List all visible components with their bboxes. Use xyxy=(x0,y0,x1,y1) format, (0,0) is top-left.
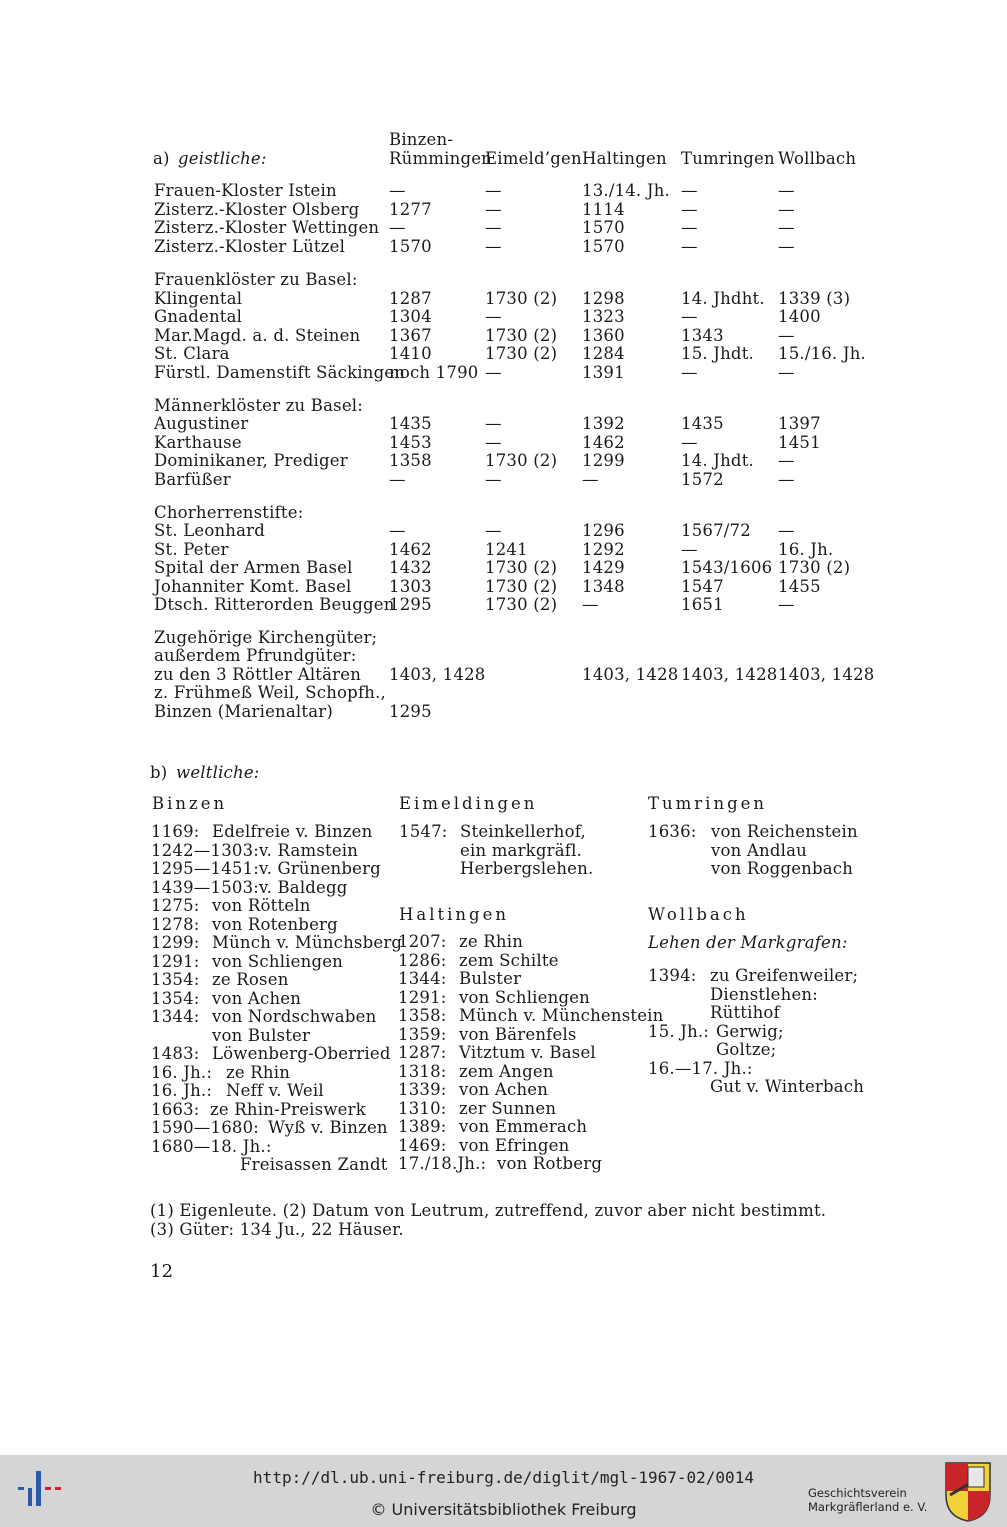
entry-name: von Efringen xyxy=(459,1135,570,1155)
heading-tumringen: Tumringen xyxy=(648,794,768,813)
org-line-1: Geschichtsverein xyxy=(808,1486,907,1500)
entry-date: 1547: xyxy=(399,822,448,841)
table-cell: 16. Jh. xyxy=(778,540,834,559)
col-header-haltingen: Haltingen xyxy=(582,149,667,168)
table-cell: 1400 xyxy=(778,307,821,326)
footer-url[interactable]: http://dl.ub.uni-freiburg.de/diglit/mgl-1967-02/0014 xyxy=(253,1468,754,1487)
table-cell: 1730 (2) xyxy=(485,451,558,470)
col-header-eimeldingen: Eimeld’gen xyxy=(485,149,582,168)
table-cell: 1730 (2) xyxy=(485,326,558,345)
table-cell: — xyxy=(485,237,502,256)
row-label: Zugehörige Kirchengüter; xyxy=(154,628,378,647)
entry-name: Neff v. Weil xyxy=(226,1081,324,1100)
table-cell: 1403, 1428 xyxy=(389,665,486,684)
entry-name: Vitztum v. Basel xyxy=(459,1043,596,1062)
row-label: außerdem Pfrundgüter: xyxy=(154,646,357,665)
table-cell: 1277 xyxy=(389,200,432,219)
entry-date: 1590—1680: xyxy=(151,1118,260,1137)
entry-name: Gerwig; xyxy=(716,1021,784,1041)
section-b-label: b) xyxy=(150,763,168,782)
table-cell: 1730 (2) xyxy=(485,595,558,614)
row-label: Frauenklöster zu Basel: xyxy=(154,270,358,289)
row-label: Dominikaner, Prediger xyxy=(154,451,348,470)
entry-name: von Rötteln xyxy=(212,896,311,915)
entry-date: 1318: xyxy=(398,1061,447,1081)
table-cell: — xyxy=(778,521,795,540)
table-cell: 1298 xyxy=(582,289,625,308)
entry-name: Wyß v. Binzen xyxy=(268,1118,388,1137)
table-cell: — xyxy=(681,540,698,559)
row-label: Binzen (Marienaltar) xyxy=(154,702,333,721)
entry-name: von Rotberg xyxy=(497,1154,603,1173)
table-cell: — xyxy=(778,181,795,200)
table-cell: 1392 xyxy=(582,414,625,433)
table-cell: 1360 xyxy=(582,326,625,345)
table-cell: — xyxy=(485,200,502,219)
entry-date: 1207: xyxy=(398,932,447,951)
entry-date: 1469: xyxy=(398,1135,447,1155)
entry-name: Rüttihof xyxy=(710,1003,780,1022)
table-cell: 1730 (2) xyxy=(485,289,558,308)
table-cell: — xyxy=(485,181,502,200)
table-cell: 1547 xyxy=(681,577,724,596)
entry-date: 16. Jh.: xyxy=(151,1062,213,1082)
org-line-2: Markgräflerland e. V. xyxy=(808,1500,928,1514)
entry-name: von Schliengen xyxy=(459,987,590,1007)
entry-date: 1286: xyxy=(398,950,447,970)
table-cell: — xyxy=(681,433,698,452)
table-cell: — xyxy=(778,237,795,256)
table-cell: — xyxy=(389,521,406,540)
table-cell: — xyxy=(778,595,795,614)
table-cell: 1304 xyxy=(389,307,432,326)
row-label: Zisterz.-Kloster Wettingen xyxy=(154,218,380,237)
entry-name: Edelfreie v. Binzen xyxy=(212,822,373,841)
heading-binzen: Binzen xyxy=(152,794,228,813)
col-header-wollbach: Wollbach xyxy=(778,149,857,168)
row-label: Johanniter Komt. Basel xyxy=(154,577,352,596)
table-cell: — xyxy=(778,363,795,382)
row-label: Karthause xyxy=(154,433,242,452)
entry-date: 1287: xyxy=(398,1043,447,1062)
table-cell: — xyxy=(681,307,698,326)
table-cell: 1572 xyxy=(681,470,724,489)
row-label: Fürstl. Damenstift Säckingen xyxy=(154,363,406,382)
col-header-binzen-1: Binzen- xyxy=(389,130,454,149)
row-label: Barfüßer xyxy=(154,470,231,489)
entry-date: 1278: xyxy=(151,914,200,934)
coat-of-arms-icon xyxy=(944,1461,992,1523)
entry-name: von Achen xyxy=(212,988,302,1008)
table-cell: 1299 xyxy=(582,451,625,470)
entry-date: 1339: xyxy=(398,1080,447,1099)
heading-wollbach: Wollbach xyxy=(648,905,749,924)
table-cell: 1348 xyxy=(582,577,625,596)
entry-date: 1310: xyxy=(398,1098,447,1118)
table-cell: — xyxy=(485,218,502,237)
table-cell: 1543/1606 xyxy=(681,558,773,577)
row-label: Gnadental xyxy=(154,307,243,326)
entry-date: 1394: xyxy=(648,966,697,985)
table-cell: 1284 xyxy=(582,344,625,363)
entry-name: von Emmerach xyxy=(459,1117,588,1136)
entry-name: von Rotenberg xyxy=(212,914,338,934)
entry-date: 1291: xyxy=(151,951,200,971)
table-cell: 15. Jhdt. xyxy=(681,344,754,363)
table-cell: 14. Jhdht. xyxy=(681,289,765,308)
entry-name: von Bärenfels xyxy=(459,1024,577,1044)
entry-date: 1358: xyxy=(398,1006,447,1025)
row-label: Augustiner xyxy=(154,414,249,433)
entry-date: 1344: xyxy=(398,969,447,988)
table-cell: 1295 xyxy=(389,595,432,614)
entry-name: Münch v. Münchsberg xyxy=(212,933,403,952)
table-cell: 1651 xyxy=(681,595,724,614)
table-cell: 1403, 1428 xyxy=(681,665,778,684)
row-label: Männerklöster zu Basel: xyxy=(154,396,364,415)
table-cell: — xyxy=(582,595,599,614)
table-cell: — xyxy=(778,200,795,219)
entry-date: 1354: xyxy=(151,988,200,1008)
table-cell: — xyxy=(778,451,795,470)
table-cell: 1570 xyxy=(582,218,625,237)
row-label: Zisterz.-Kloster Olsberg xyxy=(154,200,360,219)
entry-date: 1680—18. Jh.: xyxy=(151,1136,272,1156)
entry-date: 1169: xyxy=(151,822,200,841)
entry-name: Freisassen Zandt xyxy=(240,1155,388,1174)
entry-date: 1291: xyxy=(398,987,447,1007)
table-cell: — xyxy=(681,218,698,237)
table-cell: 1570 xyxy=(389,237,432,256)
row-label: Chorherrenstifte: xyxy=(154,503,304,522)
entry-date: 1439—1503: xyxy=(151,877,260,897)
heading-eimeldingen: Eimeldingen xyxy=(399,794,538,813)
entry-name: v. Grünenberg xyxy=(259,859,381,878)
table-cell: 1567/72 xyxy=(681,521,751,540)
table-cell: 15./16. Jh. xyxy=(778,344,866,363)
entry-name: von Nordschwaben xyxy=(212,1007,377,1026)
table-cell: 1295 xyxy=(389,702,432,721)
table-cell: — xyxy=(389,218,406,237)
entry-name: ze Rosen xyxy=(212,970,289,989)
entry-date: 1344: xyxy=(151,1007,200,1026)
entry-date: 1663: xyxy=(151,1099,200,1119)
table-cell: 1435 xyxy=(681,414,724,433)
table-cell: 1403, 1428 xyxy=(582,665,679,684)
table-cell: 1391 xyxy=(582,363,625,382)
col-header-binzen-2: Rümmingen xyxy=(389,149,492,168)
table-cell: — xyxy=(485,363,502,382)
table-cell: 1287 xyxy=(389,289,432,308)
heading-haltingen: Haltingen xyxy=(399,905,509,924)
table-cell: 1323 xyxy=(582,307,625,326)
entry-date: 16. Jh.: xyxy=(151,1081,213,1100)
entry-name: Steinkellerhof, xyxy=(460,822,586,841)
entry-name: Münch v. Münchenstein xyxy=(459,1006,664,1025)
table-cell: 1241 xyxy=(485,540,528,559)
entry-name: von Bulster xyxy=(212,1025,311,1045)
row-label: zu den 3 Röttler Altären xyxy=(154,665,362,684)
entry-name: v. Ramstein xyxy=(259,840,359,860)
row-label: Frauen-Kloster Istein xyxy=(154,181,337,200)
table-cell: 1451 xyxy=(778,433,821,452)
entry-name: ze Rhin xyxy=(459,932,524,951)
entry-date: 15. Jh.: xyxy=(648,1021,710,1041)
table-cell: 14. Jhdt. xyxy=(681,451,754,470)
entry-name: zer Sunnen xyxy=(459,1098,557,1118)
table-cell: 1343 xyxy=(681,326,724,345)
entry-date: 1636: xyxy=(648,822,697,841)
table-cell: noch 1790 xyxy=(389,363,479,382)
entry-date: 1295—1451: xyxy=(151,859,260,878)
table-cell: — xyxy=(485,521,502,540)
table-cell: 1114 xyxy=(582,200,625,219)
table-cell: — xyxy=(681,237,698,256)
entry-name: von Andlau xyxy=(711,840,807,860)
entry-name: v. Baldegg xyxy=(259,877,348,897)
table-cell: 1296 xyxy=(582,521,625,540)
table-cell: 1730 (2) xyxy=(485,558,558,577)
entry-name: Herbergslehen. xyxy=(460,859,594,878)
row-label: Zisterz.-Kloster Lützel xyxy=(154,237,346,256)
table-cell: 1455 xyxy=(778,577,821,596)
row-label: St. Clara xyxy=(154,344,230,363)
entry-name: ze Rhin-Preiswerk xyxy=(210,1099,366,1119)
col-header-tumringen: Tumringen xyxy=(681,149,775,168)
table-cell: 1462 xyxy=(389,540,432,559)
entry-date: 1359: xyxy=(398,1024,447,1044)
table-cell: — xyxy=(582,470,599,489)
entry-name: zem Schilte xyxy=(459,950,559,970)
footer-org xyxy=(808,1486,927,1514)
table-cell: 1292 xyxy=(582,540,625,559)
footnote-1: (1) Eigenleute. (2) Datum von Leutrum, zutreffend, zuvor aber nicht bestimmt. xyxy=(150,1201,827,1220)
table-cell: — xyxy=(389,470,406,489)
table-cell: — xyxy=(485,433,502,452)
entry-date: 1242—1303: xyxy=(151,840,260,860)
page-number: 12 xyxy=(150,1261,174,1282)
entry-name: ze Rhin xyxy=(226,1062,291,1082)
table-cell: 13./14. Jh. xyxy=(582,181,670,200)
entry-name: Goltze; xyxy=(716,1040,777,1059)
entry-name: von Reichenstein xyxy=(711,822,858,841)
table-cell: — xyxy=(485,307,502,326)
entry-date: 1299: xyxy=(151,933,200,952)
table-cell: 1403, 1428 xyxy=(778,665,875,684)
entry-date: 1354: xyxy=(151,970,200,989)
footnote-2: (3) Güter: 134 Ju., 22 Häuser. xyxy=(150,1220,404,1239)
table-cell: 1303 xyxy=(389,577,432,596)
entry-name: Löwenberg-Oberried xyxy=(212,1044,391,1063)
table-cell: — xyxy=(681,363,698,382)
entry-name: zu Greifenweiler; xyxy=(710,966,859,985)
section-a-label: a) xyxy=(153,149,170,168)
table-cell: — xyxy=(778,470,795,489)
table-cell: 1570 xyxy=(582,237,625,256)
entry-date: 1483: xyxy=(151,1044,200,1063)
table-cell: 1429 xyxy=(582,558,625,577)
table-cell: — xyxy=(485,414,502,433)
table-cell: 1432 xyxy=(389,558,432,577)
table-cell: — xyxy=(681,200,698,219)
table-cell: 1397 xyxy=(778,414,821,433)
table-cell: — xyxy=(389,181,406,200)
row-label: St. Leonhard xyxy=(154,521,266,540)
footer-bar xyxy=(0,1455,1007,1527)
table-cell: 1730 (2) xyxy=(778,558,851,577)
table-cell: — xyxy=(681,181,698,200)
table-cell: 1462 xyxy=(582,433,625,452)
row-label: Spital der Armen Basel xyxy=(154,558,353,577)
table-cell: — xyxy=(778,218,795,237)
entry-name: von Roggenbach xyxy=(711,859,854,878)
entry-date: 1275: xyxy=(151,896,200,915)
subheading-lehen: Lehen der Markgrafen: xyxy=(648,933,848,952)
entry-name: von Schliengen xyxy=(212,951,343,971)
entry-name: von Achen xyxy=(459,1080,549,1099)
table-cell: 1730 (2) xyxy=(485,344,558,363)
table-cell: 1453 xyxy=(389,433,432,452)
footer-copyright: © Universitätsbibliothek Freiburg xyxy=(370,1500,637,1519)
table-cell: — xyxy=(485,470,502,489)
entry-date: 17./18.Jh.: xyxy=(398,1154,487,1173)
entry-date: 16.—17. Jh.: xyxy=(648,1058,753,1078)
row-label: Mar.Magd. a. d. Steinen xyxy=(154,326,361,345)
row-label: St. Peter xyxy=(154,540,229,559)
section-a-title: geistliche: xyxy=(178,149,267,168)
entry-name: zem Angen xyxy=(459,1061,554,1081)
table-cell: 1367 xyxy=(389,326,432,345)
entry-name: Gut v. Winterbach xyxy=(710,1077,865,1096)
entry-name: Dienstlehen: xyxy=(710,984,819,1004)
table-cell: 1358 xyxy=(389,451,432,470)
table-cell: 1410 xyxy=(389,344,432,363)
entry-name: ein markgräfl. xyxy=(460,840,582,860)
row-label: Klingental xyxy=(154,289,243,308)
row-label: Dtsch. Ritterorden Beuggen xyxy=(154,595,395,614)
row-label: z. Frühmeß Weil, Schopfh., xyxy=(154,683,386,702)
table-cell: — xyxy=(778,326,795,345)
table-cell: 1435 xyxy=(389,414,432,433)
entry-date: 1389: xyxy=(398,1117,447,1136)
section-b-title: weltliche: xyxy=(176,763,260,782)
entry-name: Bulster xyxy=(459,969,522,988)
table-cell: 1730 (2) xyxy=(485,577,558,596)
table-cell: 1339 (3) xyxy=(778,289,851,308)
